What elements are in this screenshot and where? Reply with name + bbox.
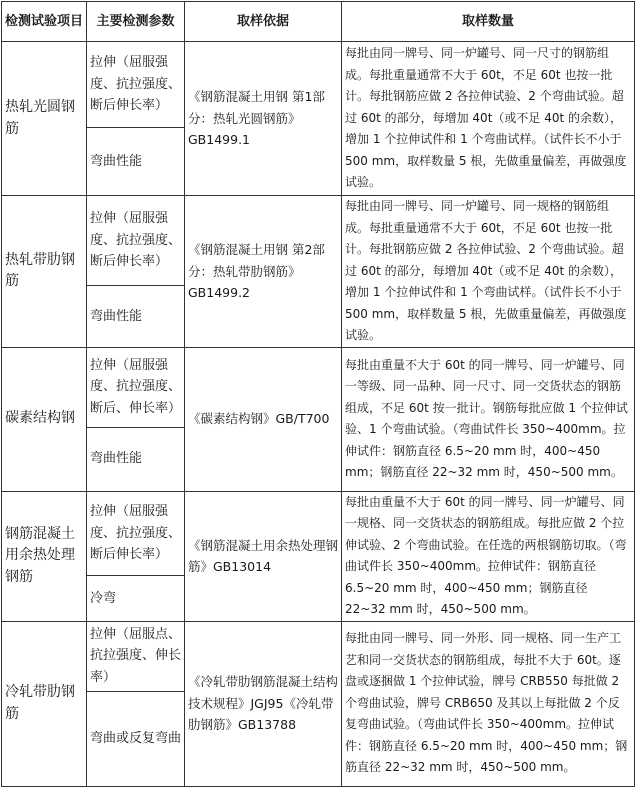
table-row bbox=[2, 491, 635, 576]
row-param-tensile: 拉伸（屈服强度、抗拉强度、断后伸长率） bbox=[87, 491, 185, 576]
table-header-row bbox=[2, 2, 635, 42]
sampling-table bbox=[1, 1, 635, 787]
row-quantity: 每批由重量不大于 60t 的同一牌号、同一炉罐号、同一规格、同一交货状态的钢筋组成。每批应做 2 个拉伸试验、2 个弯曲试验。在任选的两根钢筋切取。（弯曲试件长 350~400mm。拉伸试件：钢筋直径 6.5~20 mm 时，400~450 mm；钢筋直径 22~32 mm 时，450~500 mm。 bbox=[342, 491, 635, 621]
row-basis: 《钢筋混凝土用钢 第2部分：热轧带肋钢筋》GB1499.2 bbox=[185, 196, 342, 348]
header-basis: 取样依据 bbox=[185, 2, 342, 42]
row-quantity: 每批由同一牌号、同一外形、同一规格、同一生产工艺和同一交货状态的钢筋组成，每批不大于 60t。逐盘或逐捆做 1 个拉伸试验，牌号 CRB550 每批做 2 个弯曲试验，牌号 CRB650 及其以上每批做 2 个反复弯曲试验。（弯曲试件长 350~400mm。拉伸试件：钢筋直径 6.5~20 mm 时，400~450 mm；钢筋直径 22~32 mm 时，450~500 mm。 bbox=[342, 621, 635, 786]
row-quantity: 每批由同一牌号、同一炉罐号、同一规格的钢筋组成。每批重量通常不大于 60t，不足 60t 也按一批计。每批钢筋应做 2 各拉伸试验、2 个弯曲试验。超过 60t 的部分，每增加 40t（或不足 40t 的余数），增加 1 个拉伸试件和 1 个弯曲试样。（试件长不小于 500 mm，取样数量 5 根，先做重量偏差，再做强度试验。 bbox=[342, 196, 635, 348]
row-item: 热轧光圆钢筋 bbox=[2, 42, 87, 196]
header-quantity: 取样数量 bbox=[342, 2, 635, 42]
row-param-bending: 弯曲性能 bbox=[87, 286, 185, 347]
row-param-bending: 弯曲性能 bbox=[87, 128, 185, 196]
row-item: 碳素结构钢 bbox=[2, 347, 87, 491]
row-param-bending: 弯曲或反复弯曲 bbox=[87, 691, 185, 786]
row-basis: 《碳素结构钢》GB/T700 bbox=[185, 347, 342, 491]
row-basis: 《钢筋混凝土用钢 第1部分：热轧光圆钢筋》GB1499.1 bbox=[185, 42, 342, 196]
table-row bbox=[2, 42, 635, 128]
row-param-bending: 弯曲性能 bbox=[87, 427, 185, 491]
row-param-tensile: 拉伸（屈服强度、抗拉强度、断后伸长率） bbox=[87, 196, 185, 286]
row-basis: 《钢筋混凝土用余热处理钢筋》GB13014 bbox=[185, 491, 342, 621]
row-item: 热轧带肋钢筋 bbox=[2, 196, 87, 348]
row-param-tensile: 拉伸（屈服强度、抗拉强度、断后伸长率） bbox=[87, 42, 185, 128]
header-item: 检测试验项目 bbox=[2, 2, 87, 42]
table-row bbox=[2, 196, 635, 286]
row-param-tensile: 拉伸（屈服点、抗拉强度、伸长率） bbox=[87, 621, 185, 691]
row-quantity: 每批由重量不大于 60t 的同一牌号、同一炉罐号、同一等级、同一品种、同一尺寸、同一交货状态的钢筋组成，不足 60t 按一批计。钢筋每批应做 1 个拉伸试验、1 个弯曲试验。（弯曲试件长 350~400mm。拉伸试件：钢筋直径 6.5~20 mm 时，400~450 mm；钢筋直径 22~32 mm 时，450~500 mm。 bbox=[342, 347, 635, 491]
row-item: 冷轧带肋钢筋 bbox=[2, 621, 87, 786]
row-param-bending: 冷弯 bbox=[87, 576, 185, 621]
row-quantity: 每批由同一牌号、同一炉罐号、同一尺寸的钢筋组成。每批重量通常不大于 60t，不足 60t 也按一批计。每批钢筋应做 2 各拉伸试验、2 个弯曲试验。超过 60t 的部分，每增加 40t（或不足 40t 的余数），增加 1 个拉伸试件和 1 个弯曲试样。（试件长不小于 500 mm，取样数量 5 根，先做重量偏差，再做强度试验。 bbox=[342, 42, 635, 196]
row-param-tensile: 拉伸（屈服强度、抗拉强度、断后、伸长率） bbox=[87, 347, 185, 427]
table-row bbox=[2, 347, 635, 427]
row-item: 钢筋混凝土用余热处理钢筋 bbox=[2, 491, 87, 621]
table-row bbox=[2, 621, 635, 691]
header-params: 主要检测参数 bbox=[87, 2, 185, 42]
row-basis: 《冷轧带肋钢筋混凝土结构技术规程》JGJ95《冷轧带肋钢筋》GB13788 bbox=[185, 621, 342, 786]
